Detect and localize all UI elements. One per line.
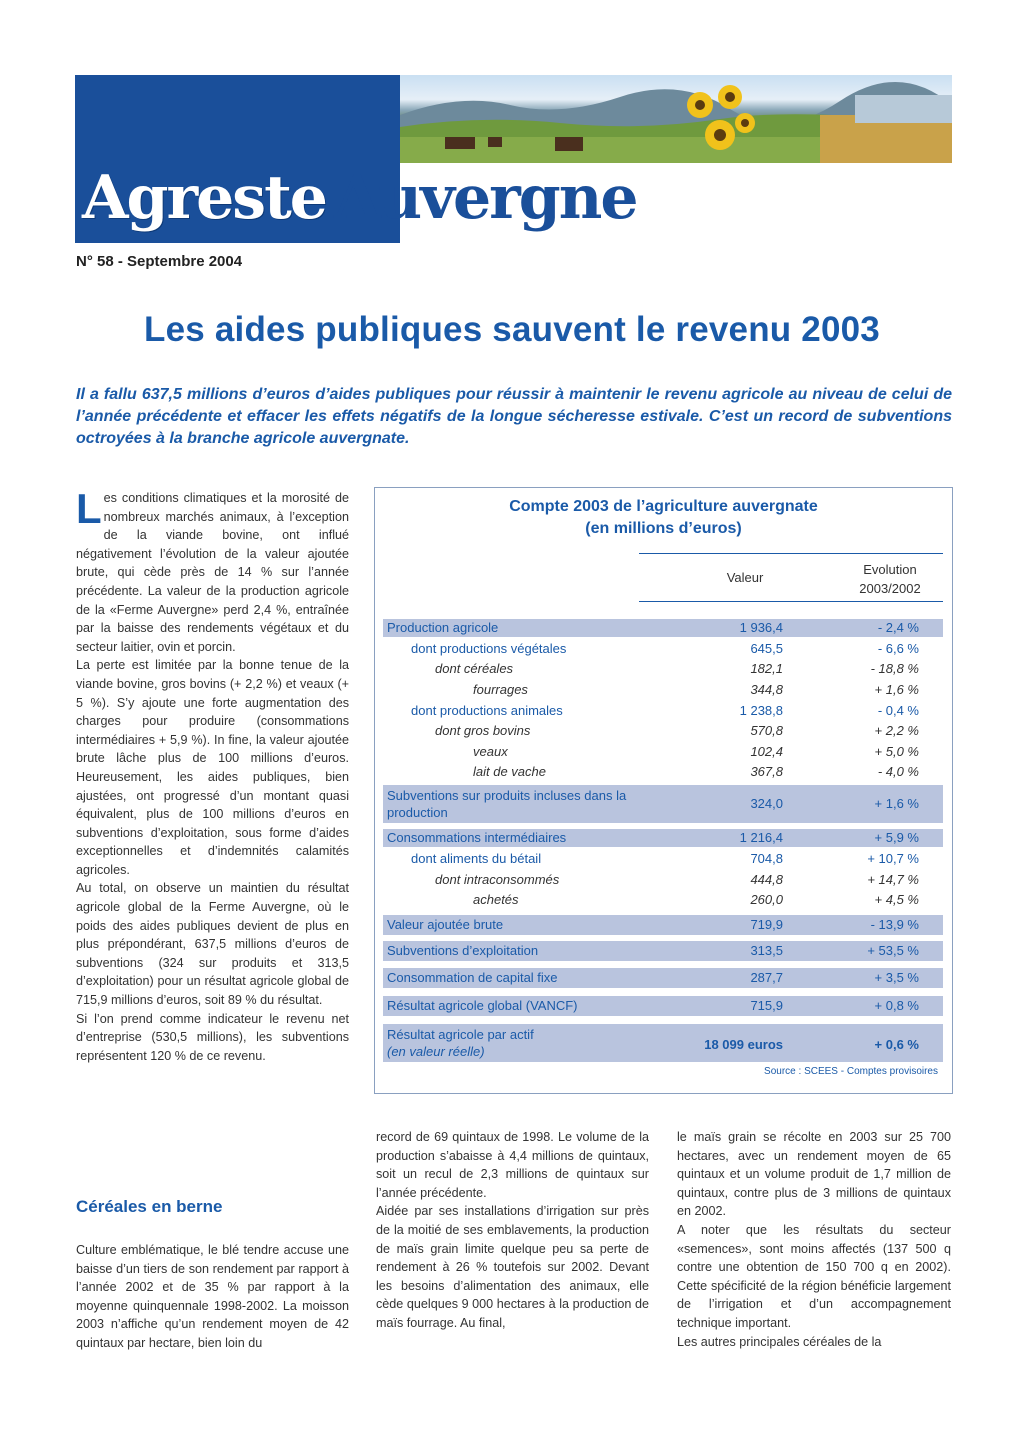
table-row (383, 829, 943, 847)
col3-paragraph-2: A noter que les résultats du secteur «semences», sont moins affectés (137 500 q contre une obtention de 150 700 q en 2002). Cette spécificité de la région bénéficie largement de l’irrigation et d’un accompagnement technique important. (677, 1222, 951, 1330)
row-evolution: + 2,2 % (874, 723, 919, 738)
table-row (383, 785, 943, 823)
row-evolution: - 0,4 % (877, 703, 919, 718)
table-row (383, 871, 943, 889)
table-row (383, 743, 943, 761)
row-evolution: + 1,6 % (874, 682, 919, 697)
table-row (383, 850, 943, 868)
table-row (383, 891, 943, 909)
col-header-evolution-line-1: Evolution (863, 562, 917, 577)
row-label: Subventions sur produits incluses dans la production (387, 788, 627, 820)
column-1 (76, 485, 349, 1065)
row-label: achetés (473, 892, 519, 907)
col2-paragraph-1: record de 69 quintaux de 1998. Le volume de la production s’abaisse à 4,4 millions de quintaux, soit un recul de 2,3 millions de quintaux sur l’année précédente. (376, 1130, 649, 1200)
row-value: 1 936,4 (739, 620, 783, 635)
page-title: Les aides publiques sauvent le revenu 2003 (144, 310, 880, 349)
row-value: 367,8 (750, 764, 783, 779)
table-row (383, 968, 943, 988)
row-evolution: - 6,6 % (877, 641, 919, 656)
table-title (375, 496, 952, 540)
row-label: dont gros bovins (435, 723, 531, 738)
col3-paragraph-3: Les autres principales céréales de la (677, 1334, 882, 1349)
column-2 (376, 1128, 649, 1333)
row-label: dont aliments du bétail (411, 851, 542, 866)
row-value: 18 099 euros (704, 1037, 783, 1052)
row-value: 324,0 (750, 796, 783, 811)
table-row (383, 915, 943, 935)
row-evolution: + 14,7 % (867, 872, 919, 887)
row-value: 182,1 (750, 661, 783, 676)
row-evolution: - 18,8 % (870, 661, 919, 676)
col3-paragraph-1: le maïs grain se récolte en 2003 sur 25 700 hectares, avec un rendement moyen de 65 quintaux et un volume produit de 1,7 million de quintaux, contre plus de 3 millions de quintaux en 2002. (677, 1130, 951, 1219)
row-label: Consommations intermédiaires (387, 830, 567, 845)
row-label: Production agricole (387, 620, 499, 635)
row-evolution: + 3,5 % (874, 970, 919, 985)
row-value: 260,0 (750, 892, 783, 907)
row-label: Consommation de capital fixe (387, 970, 558, 985)
table-row (383, 1024, 943, 1062)
row-evolution: - 2,4 % (877, 620, 919, 635)
lead-paragraph: Il a fallu 637,5 millions d’euros d’aides publiques pour réussir à maintenir le revenu agricole au niveau de celui de l’année précédente et effacer les effets négatifs de la longue sécheresse estivale. C’est un record de subventions octroyées à la branche agricole auvergnate. (76, 386, 952, 447)
col-header-evolution (835, 560, 945, 598)
col2-paragraph-2: Aidée par ses installations d’irrigation sur près de la moitié de ses emblavements, la production de maïs grain limite quelque peu sa perte de rendement à 26 % toutefois sur 2002. Devant les besoins d’alimentation des animaux, elle cède quelques 9 000 hectares à la production de maïs fourrage. Au final, (376, 1204, 649, 1330)
col-header-evolution-line-2: 2003/2002 (859, 581, 921, 596)
row-value: 313,5 (750, 943, 783, 958)
column-1-section (76, 1241, 349, 1353)
landscape-photo (400, 75, 952, 163)
accounts-table-box (374, 487, 953, 1094)
table-row (383, 660, 943, 678)
col1-paragraph-4: Si l’on prend comme indicateur le revenu net d’entreprise (530,5 millions), les subventions représentent 120 % de ce revenu. (76, 1011, 349, 1063)
table-row (383, 941, 943, 961)
col1-section-paragraph: Culture emblématique, le blé tendre accuse une baisse d’un tiers de son rendement par rapport à l’année 2002 et de 35 % par rapport à la moyenne quinquennale 1998-2002. La moisson 2003 n’affiche qu’un rendement moyen de 42 quintaux par hectare, bien loin du (76, 1243, 349, 1350)
row-value: 444,8 (750, 872, 783, 887)
row-label: lait de vache (473, 764, 546, 779)
col1-paragraph-1: Les conditions climatiques et la morosité de nombreux marchés animaux, à l’exception de la viande bovine, ont influé négativement l’évolution de la valeur ajoutée brute, qui cède près de 14 % sur l’année précédente. La valeur de la production agricole de la «Ferme Auvergne» perd 2,4 %, entraînée par la baisse des rendements végétaux et du secteur laitier, ovin et porcin. (76, 485, 349, 654)
section-heading-cereales: Céréales en berne (76, 1197, 223, 1216)
table-title-line-1: Compte 2003 de l’agriculture auvergnate (509, 498, 818, 515)
table-row (383, 681, 943, 699)
table-row (383, 640, 943, 658)
table-row (383, 763, 943, 781)
table-row (383, 619, 943, 637)
row-label: fourrages (473, 682, 528, 697)
row-label (387, 1026, 534, 1060)
row-evolution: + 53,5 % (867, 943, 919, 958)
row-label: dont céréales (435, 661, 514, 676)
row-value: 102,4 (750, 744, 783, 759)
table-row (383, 722, 943, 740)
row-label: veaux (473, 744, 508, 759)
logo-word-auvergne: Auvergne (333, 163, 637, 233)
table-row (383, 702, 943, 720)
col1-paragraph-3: Au total, on observe un maintien du résultat agricole global de la Ferme Auvergne, où le poids des aides publiques devient de plus en plus prépondérant, 637,5 millions d’euros de subventions (324 sur produits et 313,5 d’exploitation) pour un résultat agricole global de 715,9 millions d’euros, soit 89 % du résultat. (76, 881, 349, 1008)
row-label: dont intraconsommés (435, 872, 560, 887)
issue-number: N° 58 - Septembre 2004 (76, 253, 243, 270)
row-evolution: + 1,6 % (874, 796, 919, 811)
column-3 (677, 1128, 951, 1351)
row-value: 287,7 (750, 970, 783, 985)
row-value: 1 216,4 (739, 830, 783, 845)
table-title-line-2: (en millions d’euros) (585, 520, 742, 537)
logo-word-agreste: Agreste (82, 163, 326, 233)
row-label: dont productions animales (411, 703, 563, 718)
row-value: 344,8 (750, 682, 783, 697)
row-label-line-2: (en valeur réelle) (387, 1044, 485, 1059)
table-row (383, 996, 943, 1016)
row-value: 704,8 (750, 851, 783, 866)
row-evolution: + 10,7 % (867, 851, 919, 866)
row-label: dont productions végétales (411, 641, 567, 656)
row-value: 715,9 (750, 998, 783, 1013)
col1-paragraph-2: La perte est limitée par la bonne tenue de la viande bovine, gros bovins (+ 2,2 %) et veaux (+ 5 %). S’y ajoute une forte augmentation des charges pour produire (consommations intermédiaires + 5,9 %). In fine, la valeur ajoutée brute lâche plus de 100 millions d’euros. Heureusement, les aides publiques, bien ajustées, ont progressé d’un montant quasi équivalent, plus de 100 millions d’euros en subventions d’exploitation, sous forme d’aides exceptionnelles et d’indemnités calamités agricoles. (76, 658, 349, 877)
row-evolution: - 4,0 % (877, 764, 919, 779)
col-header-valeur: Valeur (726, 570, 764, 585)
row-evolution: + 0,6 % (874, 1037, 919, 1052)
row-evolution: + 5,9 % (874, 830, 919, 845)
row-evolution: - 13,9 % (870, 917, 919, 932)
row-value: 1 238,8 (739, 703, 783, 718)
row-evolution: + 5,0 % (874, 744, 919, 759)
table-source: Source : SCEES - Comptes provisoires (764, 1066, 938, 1077)
row-value: 645,5 (750, 641, 783, 656)
row-label: Résultat agricole global (VANCF) (387, 998, 578, 1013)
row-value: 570,8 (750, 723, 783, 738)
row-value: 719,9 (750, 917, 783, 932)
row-evolution: + 0,8 % (874, 998, 919, 1013)
agreste-auvergne-logo (82, 163, 637, 233)
row-label: Valeur ajoutée brute (387, 917, 504, 932)
row-evolution: + 4,5 % (874, 892, 919, 907)
row-label-line-1: Résultat agricole par actif (387, 1027, 534, 1042)
row-label: Subventions d’exploitation (387, 943, 539, 958)
header-rule-top (639, 553, 943, 554)
